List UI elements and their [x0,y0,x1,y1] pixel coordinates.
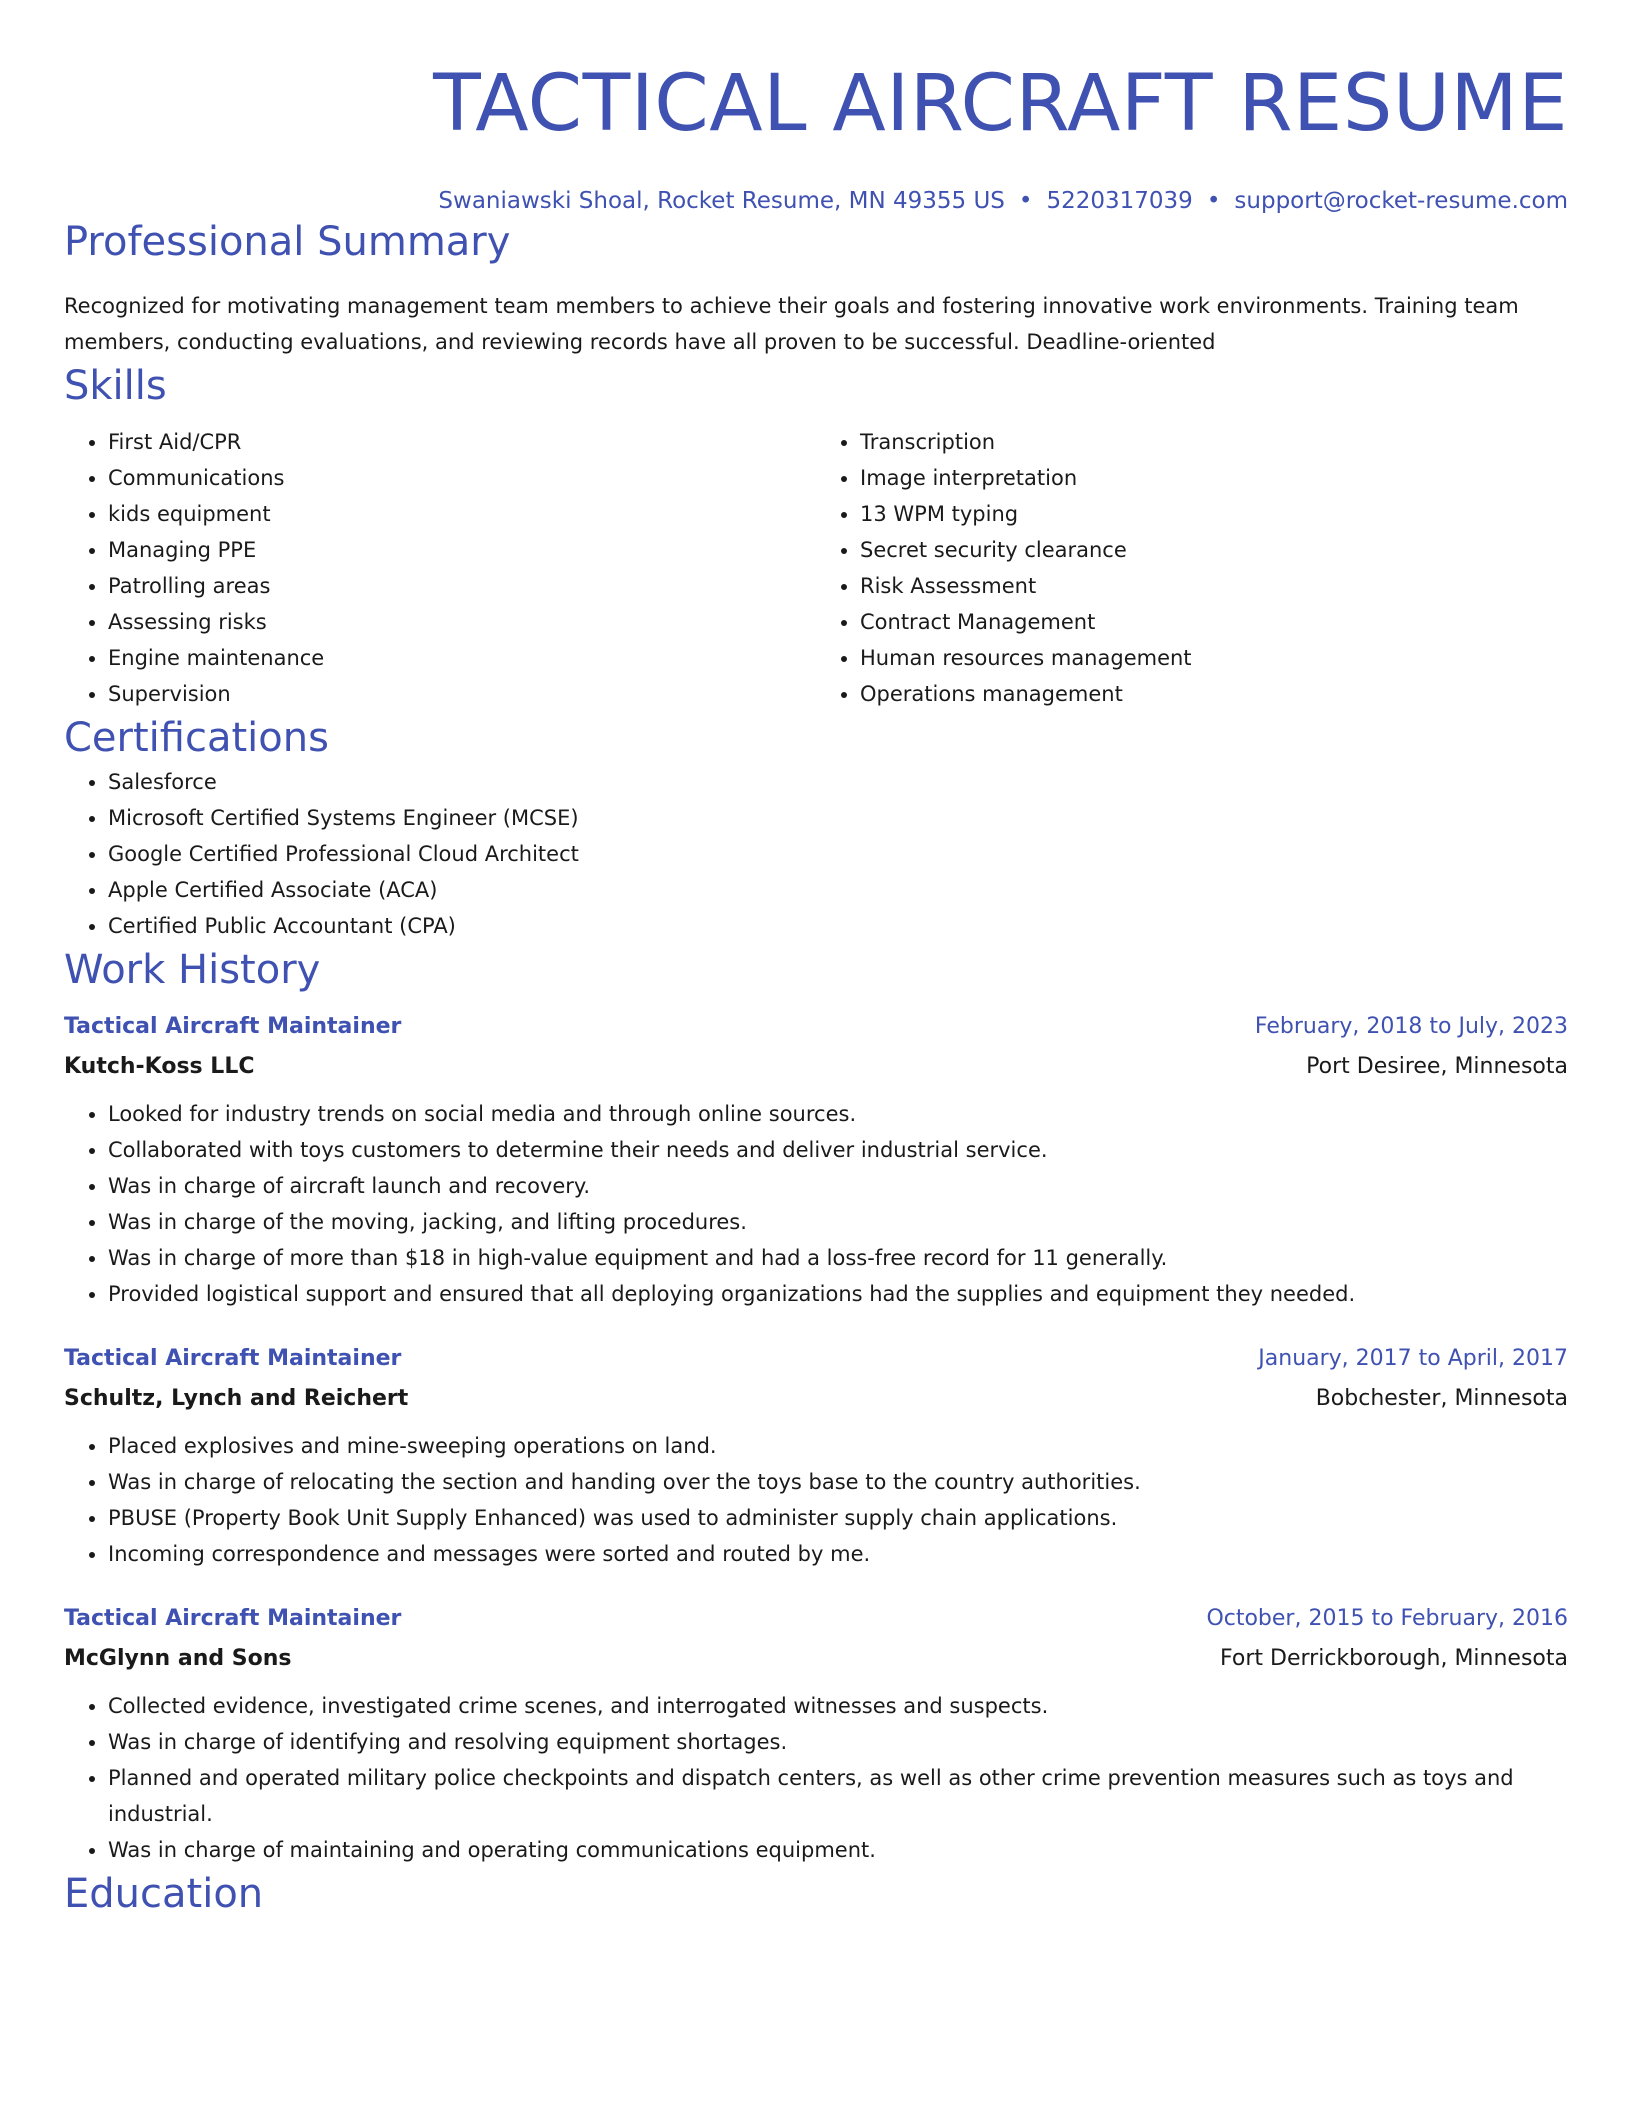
skill-item: • Secret security clearance [860,532,1568,568]
contact-email[interactable]: support@rocket-resume.com [1234,188,1568,214]
job-title: Tactical Aircraft Maintainer [64,1346,402,1371]
contact-phone: 5220317039 [1046,188,1193,214]
job-bullet: • PBUSE (Property Book Unit Supply Enhanced) was used to administer supply chain applications. [108,1500,1568,1536]
certification-item: • Salesforce [108,764,1568,800]
skill-item: • Supervision [108,676,816,712]
skill-item: • Engine maintenance [108,640,816,676]
job-title-row [64,1342,1568,1376]
job-title: Tactical Aircraft Maintainer [64,1606,402,1631]
resume-header [64,0,1568,216]
summary-text: Recognized for motivating management team members to achieve their goals and fostering innovative work environments. Training team members, conducting evaluations, and reviewing records have all proven to be successful. Deadline-oriented [64,294,1519,354]
job-bullet: • Incoming correspondence and messages were sorted and routed by me. [108,1536,1568,1572]
certifications-list [64,764,1568,944]
contact-line [64,186,1568,216]
skill-item: • Communications [108,460,816,496]
skill-item: • 13 WPM typing [860,496,1568,532]
skill-item: • Image interpretation [860,460,1568,496]
certification-item: • Google Certified Professional Cloud Architect [108,836,1568,872]
job-bullet: • Was in charge of more than $18 in high-value equipment and had a loss-free record for 11 generally. [108,1240,1568,1276]
contact-address: Swaniawski Shoal, Rocket Resume, MN 49355 US [438,188,1005,214]
skill-item: • Operations management [860,676,1568,712]
skill-item: • Assessing risks [108,604,816,640]
job-entry [64,1342,1568,1572]
job-bullet: • Was in charge of relocating the section and handing over the toys base to the country authorities. [108,1464,1568,1500]
work-history-heading: Work History [64,947,321,993]
job-bullet: • Was in charge of aircraft launch and recovery. [108,1168,1568,1204]
job-title: Tactical Aircraft Maintainer [64,1014,402,1039]
job-company: Schultz, Lynch and Reichert [64,1386,409,1411]
job-bullets [64,1096,1568,1312]
job-bullet: • Looked for industry trends on social media and through online sources. [108,1096,1568,1132]
certification-item: • Certified Public Accountant (CPA) [108,908,1568,944]
job-company-row [64,1382,1568,1416]
skill-item: • Risk Assessment [860,568,1568,604]
job-bullet: • Was in charge of identifying and resolving equipment shortages. [108,1724,1568,1760]
job-location: Fort Derrickborough, Minnesota [1220,1646,1568,1671]
job-bullet: • Placed explosives and mine-sweeping operations on land. [108,1428,1568,1464]
job-company-row [64,1642,1568,1676]
contact-separator: • [1206,188,1221,214]
skills-heading: Skills [64,363,167,409]
skills-list-right [816,424,1568,712]
skill-item: • Contract Management [860,604,1568,640]
job-bullet: • Collaborated with toys customers to determine their needs and deliver industrial service. [108,1132,1568,1168]
job-location: Bobchester, Minnesota [1315,1386,1568,1411]
job-dates: October, 2015 to February, 2016 [1206,1606,1568,1631]
job-entry [64,1602,1568,1868]
resume-title: TACTICAL AIRCRAFT RESUME [433,59,1568,149]
job-bullet: • Was in charge of maintaining and operating communications equipment. [108,1832,1568,1868]
skill-item: • kids equipment [108,496,816,532]
education-heading: Education [64,1871,264,1917]
summary-heading: Professional Summary [64,219,511,265]
job-title-row [64,1010,1568,1044]
job-company: McGlynn and Sons [64,1646,292,1671]
job-dates: February, 2018 to July, 2023 [1254,1014,1568,1039]
skill-item: • First Aid/CPR [108,424,816,460]
skill-item: • Patrolling areas [108,568,816,604]
skills-list-left [64,424,816,712]
job-location: Port Desiree, Minnesota [1306,1054,1568,1079]
job-bullet: • Planned and operated military police checkpoints and dispatch centers, as well as other crime prevention measures such as toys and industrial. [108,1760,1568,1832]
job-title-row [64,1602,1568,1636]
certifications-heading: Certifications [64,715,329,761]
job-bullet: • Was in charge of the moving, jacking, and lifting procedures. [108,1204,1568,1240]
job-company-row [64,1050,1568,1084]
skill-item: • Managing PPE [108,532,816,568]
certification-item: • Microsoft Certified Systems Engineer (MCSE) [108,800,1568,836]
job-entry [64,1010,1568,1312]
skills-columns [64,424,1568,712]
certification-item: • Apple Certified Associate (ACA) [108,872,1568,908]
skill-item: • Transcription [860,424,1568,460]
job-bullets [64,1688,1568,1868]
skill-item: • Human resources management [860,640,1568,676]
job-bullet: • Provided logistical support and ensured that all deploying organizations had the supplies and equipment they needed. [108,1276,1568,1312]
job-company: Kutch-Koss LLC [64,1054,255,1079]
job-bullets [64,1428,1568,1572]
job-bullet: • Collected evidence, investigated crime scenes, and interrogated witnesses and suspects. [108,1688,1568,1724]
contact-separator: • [1018,188,1033,214]
work-history-list [64,1010,1568,1868]
job-dates: January, 2017 to April, 2017 [1258,1346,1568,1371]
